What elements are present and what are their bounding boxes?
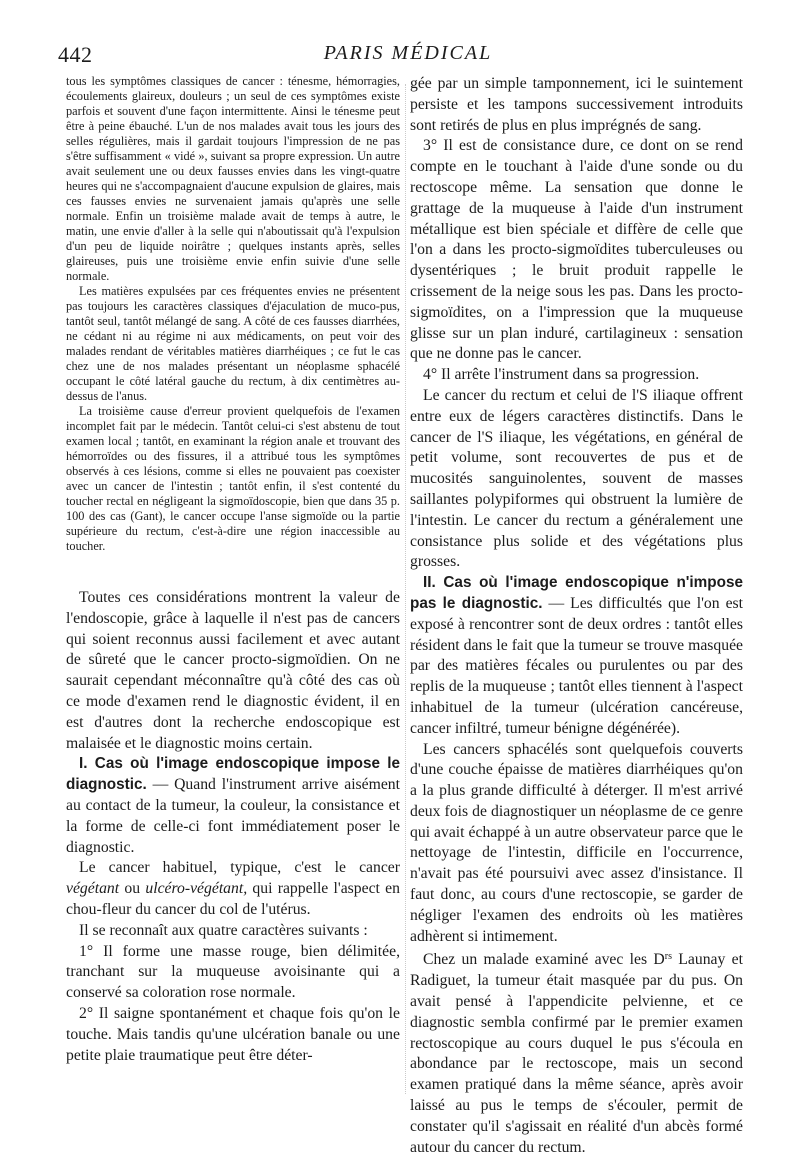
case-text-a: Chez un malade examiné avec les D — [423, 951, 665, 969]
section-1-text: — Quand l'instrument arrive aisément au contact de la tumeur, la couleur, la consistance et la forme de celle-ci font immédiatement poser le diagnostic. — [66, 776, 400, 856]
cancer-type-text-c: qui rappelle l'aspect en chou-fleur du cancer du col de l'utérus. — [66, 880, 400, 918]
cancer-type-text-b: ou — [119, 880, 146, 898]
cancer-type-paragraph — [66, 858, 400, 920]
paragraph-gap — [66, 554, 400, 588]
section-2-paragraph — [410, 573, 743, 739]
small-paragraph-1: tous les symptômes classiques de cancer : ténesme, hémorragies, écoulements glaireux, douleurs ; un seul de ces symptômes existe parfois et souvent d'une façon intermittente. Ainsi le ténesme peut être à peine ébauché. L'un de nos malades avait tous les jours des selles régulières, mais il gardait toujours l'impression de ne pas s'être suffisamment « vidé », suivant sa propre expression. Un autre avait seulement une ou deux fausses envies dans les vingt-quatre heures qui ne s'accompagnaient d'aucune expulsion de glaires, mais ces fausses envies ne survenaient jamais qu'après une selle normale. Enfin un troisième malade avait de temps à autre, le matin, une envie d'aller à la selle qui n'aboutissait qu'à l'expulsion d'un peu de liquide noirâtre ; quelques instants après, selles glaireuses, puis une troisième envie enfin suivie d'une selle normale. — [66, 74, 400, 283]
iliaque-paragraph: Le cancer du rectum et celui de l'S iliaque offrent entre eux de légers caractères distinctifs. Dans le cancer de l'S iliaque, les végétations, en général de petit volume, sont recouvertes de pus et de mucosités sanguinolentes, souvent de masses saillantes polypiformes qui obstruent la lumière de l'intestin. Le cancer du rectum a généralement une consistance plus solide et des végétations plus grosses. — [410, 386, 743, 571]
column-divider — [405, 84, 406, 1094]
small-paragraph-3: La troisième cause d'erreur provient quelquefois de l'examen incomplet fait par le médecin. Tantôt celui-ci s'est abstenu de tout examen local ; tantôt, en examinant la région anale et trouvant des hémorroïdes ou des fissures, il a attribué tous les symptômes observés à ces lésions, comme si elles ne pouvaient pas coexister avec un cancer de l'intestin ; tantôt enfin, il s'est contenté du toucher rectal en négligeant la sigmoïdoscopie, bien que dans 35 p. 100 des cas (Gant), le cancer occupe l'anse sigmoïde ou la partie supérieure du rectum, c'est-à-dire une région inaccessible au toucher. — [66, 404, 400, 553]
character-item-3: 3° Il est de consistance dure, ce dont on se rend compte en le touchant à l'aide d'une sonde ou du rectoscope même. La sensation que donne le grattage de la muqueuse à l'aide d'un instrument métallique est bien spéciale et diffère de celle que l'on a dans les procto-sigmoïdites tuberculeuses ou dysentériques ; le bruit produit rappelle le crissement de la neige sous les pas. Dans les procto-sigmoïdites, on a l'impression que la muqueuse glisse sur un plan induré, cartilagineux : sensation que ne donne pas le cancer. — [410, 137, 743, 363]
case-superscript: rs — [664, 951, 672, 963]
right-column — [410, 74, 743, 1158]
page-header — [58, 40, 758, 74]
character-item-2-end: gée par un simple tamponnement, ici le suintement persiste et les tampons successivement introduits sont retirés de plus en plus imprégnés de sang. — [410, 75, 743, 134]
page-number: 442 — [58, 42, 93, 67]
case-paragraph — [410, 947, 743, 1158]
section-2-heading: II. Cas où l'image endoscopique n'impose pas le diagnostic. — [410, 574, 743, 612]
sphaceles-paragraph: Les cancers sphacélés sont quelquefois couverts d'une couche épaisse de matières diarrhéiques qu'on a la plus grande difficulté à déterger. Il m'est arrivé deux fois de diagnostiquer un néoplasme de ce genre qui avait échappé à un autre observateur parce que le nettoyage de l'intestin, difficile en l'occurrence, n'avait pas été poursuivi avec assez d'insistance. Il faut donc, au cours d'une rectoscopie, se garder de négliger l'examen des endroits où les matières adhèrent si intimement. — [410, 740, 743, 945]
characters-paragraph: Il se reconnaît aux quatre caractères suivants : — [79, 921, 368, 939]
section-2-text: — Les difficultés que l'on est exposé à rencontrer sont de deux ordres : tantôt elles résident dans le fait que la tumeur se trouve masquée par des matières fécales ou purulentes ou par des replis de la muqueuse ; tantôt elles tiennent à l'aspect inhabituel de la tumeur (ulcération cancéreuse, cancer infiltré, tumeur bénigne dégénérée). — [410, 594, 743, 737]
running-title: PARIS MÉDICAL — [323, 42, 493, 64]
section-1-paragraph — [66, 754, 400, 858]
left-column — [66, 74, 400, 1066]
intro-paragraph: Toutes ces considérations montrent la valeur de l'endoscopie, grâce à laquelle il n'est pas de cancers qui soient reconnus aussi facilement et avec autant de sûreté que le cancer procto-sigmoïdien. On ne saurait cependant méconnaître qu'à côté des cas où ce mode d'examen rend le diagnostic évident, il en est d'autres dont la recherche endoscopique est malaisée et le diagnostic moins certain. — [66, 589, 400, 752]
term-ulcero-vegetant: ulcéro-végétant, — [145, 880, 248, 898]
character-item-1: 1° Il forme une masse rouge, bien délimitée, tranchant sur la muqueuse avoisinante qui a conservé sa coloration rose normale. — [66, 942, 400, 1002]
small-paragraph-2: Les matières expulsées par ces fréquentes envies ne présentent pas toujours les caractères classiques d'éjaculation de muco-pus, tantôt seul, tantôt mélangé de sang. A côté de ces fausses diarrhées, ne cédant ni au régime ni aux médicaments, on peut voir des malades rendant de véritables matières diarrhéiques ; ce fut le cas chez une de nos malades présentant un néoplasme sphacélé occupant le côté latéral gauche du rectum, à dix centimètres au-dessus de l'anus. — [66, 284, 400, 403]
character-item-2-start: 2° Il saigne spontanément et chaque fois qu'on le touche. Mais tandis qu'une ulcération banale ou une petite plaie traumatique peut être déter- — [66, 1004, 400, 1064]
case-text-b: Launay et Radiguet, la tumeur était masquée par du pus. On avait pensé à l'appendicite pelvienne, et ce diagnostic sembla confirmé par le premier examen rectoscopique au cours duquel le pus s'écoula en abondance par le rectoscope, mais un second examen pratiqué dans la même séance, après avoir laissé au pus le temps de s'écouler, permit de constater qu'il s'agissait en réalité d'un abcès formé autour du cancer du rectum. — [410, 951, 743, 1156]
character-item-4: 4° Il arrête l'instrument dans sa progression. — [423, 366, 700, 384]
term-vegetant: végétant — [66, 880, 120, 898]
cancer-type-text-a: Le cancer habituel, typique, c'est le cancer — [79, 859, 400, 877]
section-1-heading: I. Cas où l'image endoscopique impose le diagnostic. — [66, 755, 400, 794]
